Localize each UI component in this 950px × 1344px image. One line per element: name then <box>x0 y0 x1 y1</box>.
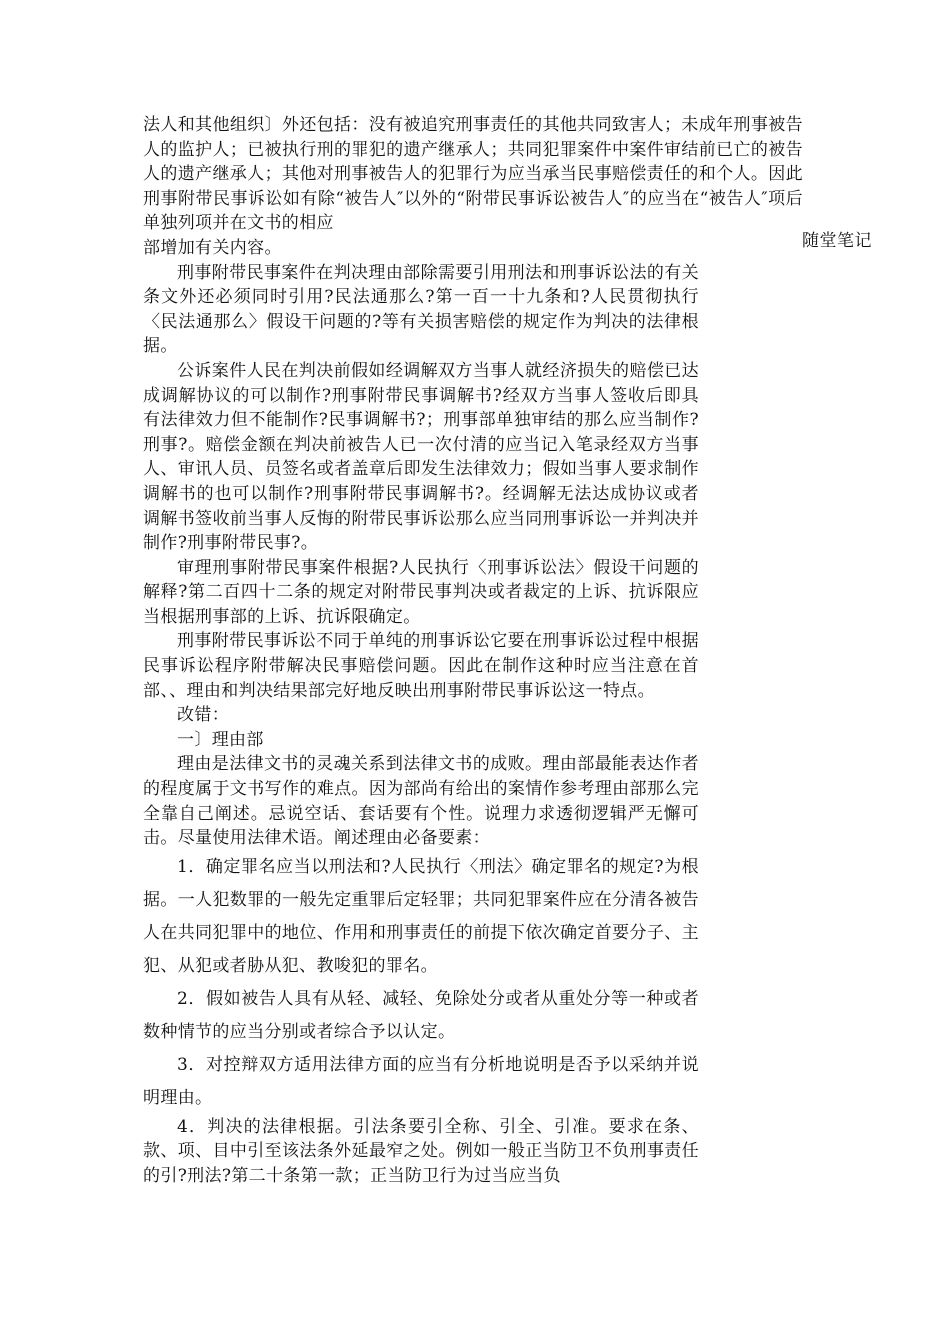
list-item-4: 4．判决的法律根据。引法条要引全称、引全、引准。要求在条、款、项、目中引至该法条外延最窄之处。例如一般正当防卫不负刑事责任的引?刑法?第二十条第一款；正当防卫行为过当应当负 <box>143 1116 699 1186</box>
list-item-2: 2．假如被告人具有从轻、减轻、免除处分或者从重处分等一种或者数种情节的应当分别或者综合予以认定。 <box>143 988 699 1042</box>
paragraph-8: 理由是法律文书的灵魂关系到法律文书的成败。理由部最能表达作者的程度属于文书写作的难点。因为部尚有给出的案情作参考理由部那么完全靠自己阐述。忌说空话、套话要有个性。说理力求透彻逻辑严无懈可击。尽量使用法律术语。阐述理由必备要素： <box>143 754 699 849</box>
paragraph-7: 改错： <box>177 705 230 726</box>
paragraph-4: 公诉案件人民在判决前假如经调解双方当事人就经济损失的赔偿已达成调解协议的可以制作?刑事附带民事调解书?经双方当事人签收后即具有法律效力但不能制作?民事调解书?；刑事部单独审结的那么应当制作?刑事?。赔偿金额在判决前被告人已一次付清的应当记入笔录经双方当事人、审讯人员、员签名或者盖章后即发生法律效力；假如当事人要求制作调解书的也可以制作?刑事附带民事调解书?。经调解无法达成协议或者调解书签收前当事人反悔的附带民事诉讼那么应当同刑事诉讼一并判决并制作?刑事附带民事?。 <box>143 360 699 554</box>
section-heading: 一〕理由部 <box>177 729 264 750</box>
paragraph-5: 审理刑事附带民事案件根据?人民执行〈刑事诉讼法〉假设干问题的解释?第二百四十二条的规定对附带民事判决或者裁定的上诉、抗诉限应当根据刑事部的上诉、抗诉限确定。 <box>143 557 699 627</box>
list-item-3: 3．对控辩双方适用法律方面的应当有分析地说明是否予以采纳并说明理由。 <box>143 1054 699 1108</box>
paragraph-1: 法人和其他组织〕外还包括：没有被追究刑事责任的其他共同致害人；未成年刑事被告人的监护人；已被执行刑的罪犯的遗产继承人；共同犯罪案件中案件审结前已亡的被告人的遗产继承人；其他对刑事被告人的犯罪行为应当承当民事赔偿责任的和个人。因此刑事附带民事诉讼如有除“被告人″以外的“附带民事诉讼被告人″的应当在“被告人″项后单独列项并在文书的相应 <box>143 115 803 234</box>
body-text <box>143 113 803 1189</box>
margin-note: 随堂笔记 <box>802 231 872 251</box>
paragraph-3: 刑事附带民事案件在判决理由部除需要引用刑法和刑事诉讼法的有关条文外还必须同时引用?民法通那么?第一百一十九条和?人民贯彻执行〈民法通那么〉假设干问题的?等有关损害赔偿的规定作为判决的法律根据。 <box>143 262 699 357</box>
list-item-1: 1．确定罪名应当以刑法和?人民执行〈刑法〉确定罪名的规定?为根据。一人犯数罪的一般先定重罪后定轻罪；共同犯罪案件应在分清各被告人在共同犯罪中的地位、作用和刑事责任的前提下依次确定首要分子、主犯、从犯或者胁从犯、教唆犯的罪名。 <box>143 856 699 976</box>
paragraph-6: 刑事附带民事诉讼不同于单纯的刑事诉讼它要在刑事诉讼过程中根据民事诉讼程序附带解决民事赔偿问题。因此在制作这种时应当注意在首部、、理由和判决结果部完好地反映出刑事附带民事诉讼这一特点。 <box>143 631 699 701</box>
paragraph-2: 部增加有关内容。 <box>143 237 282 258</box>
